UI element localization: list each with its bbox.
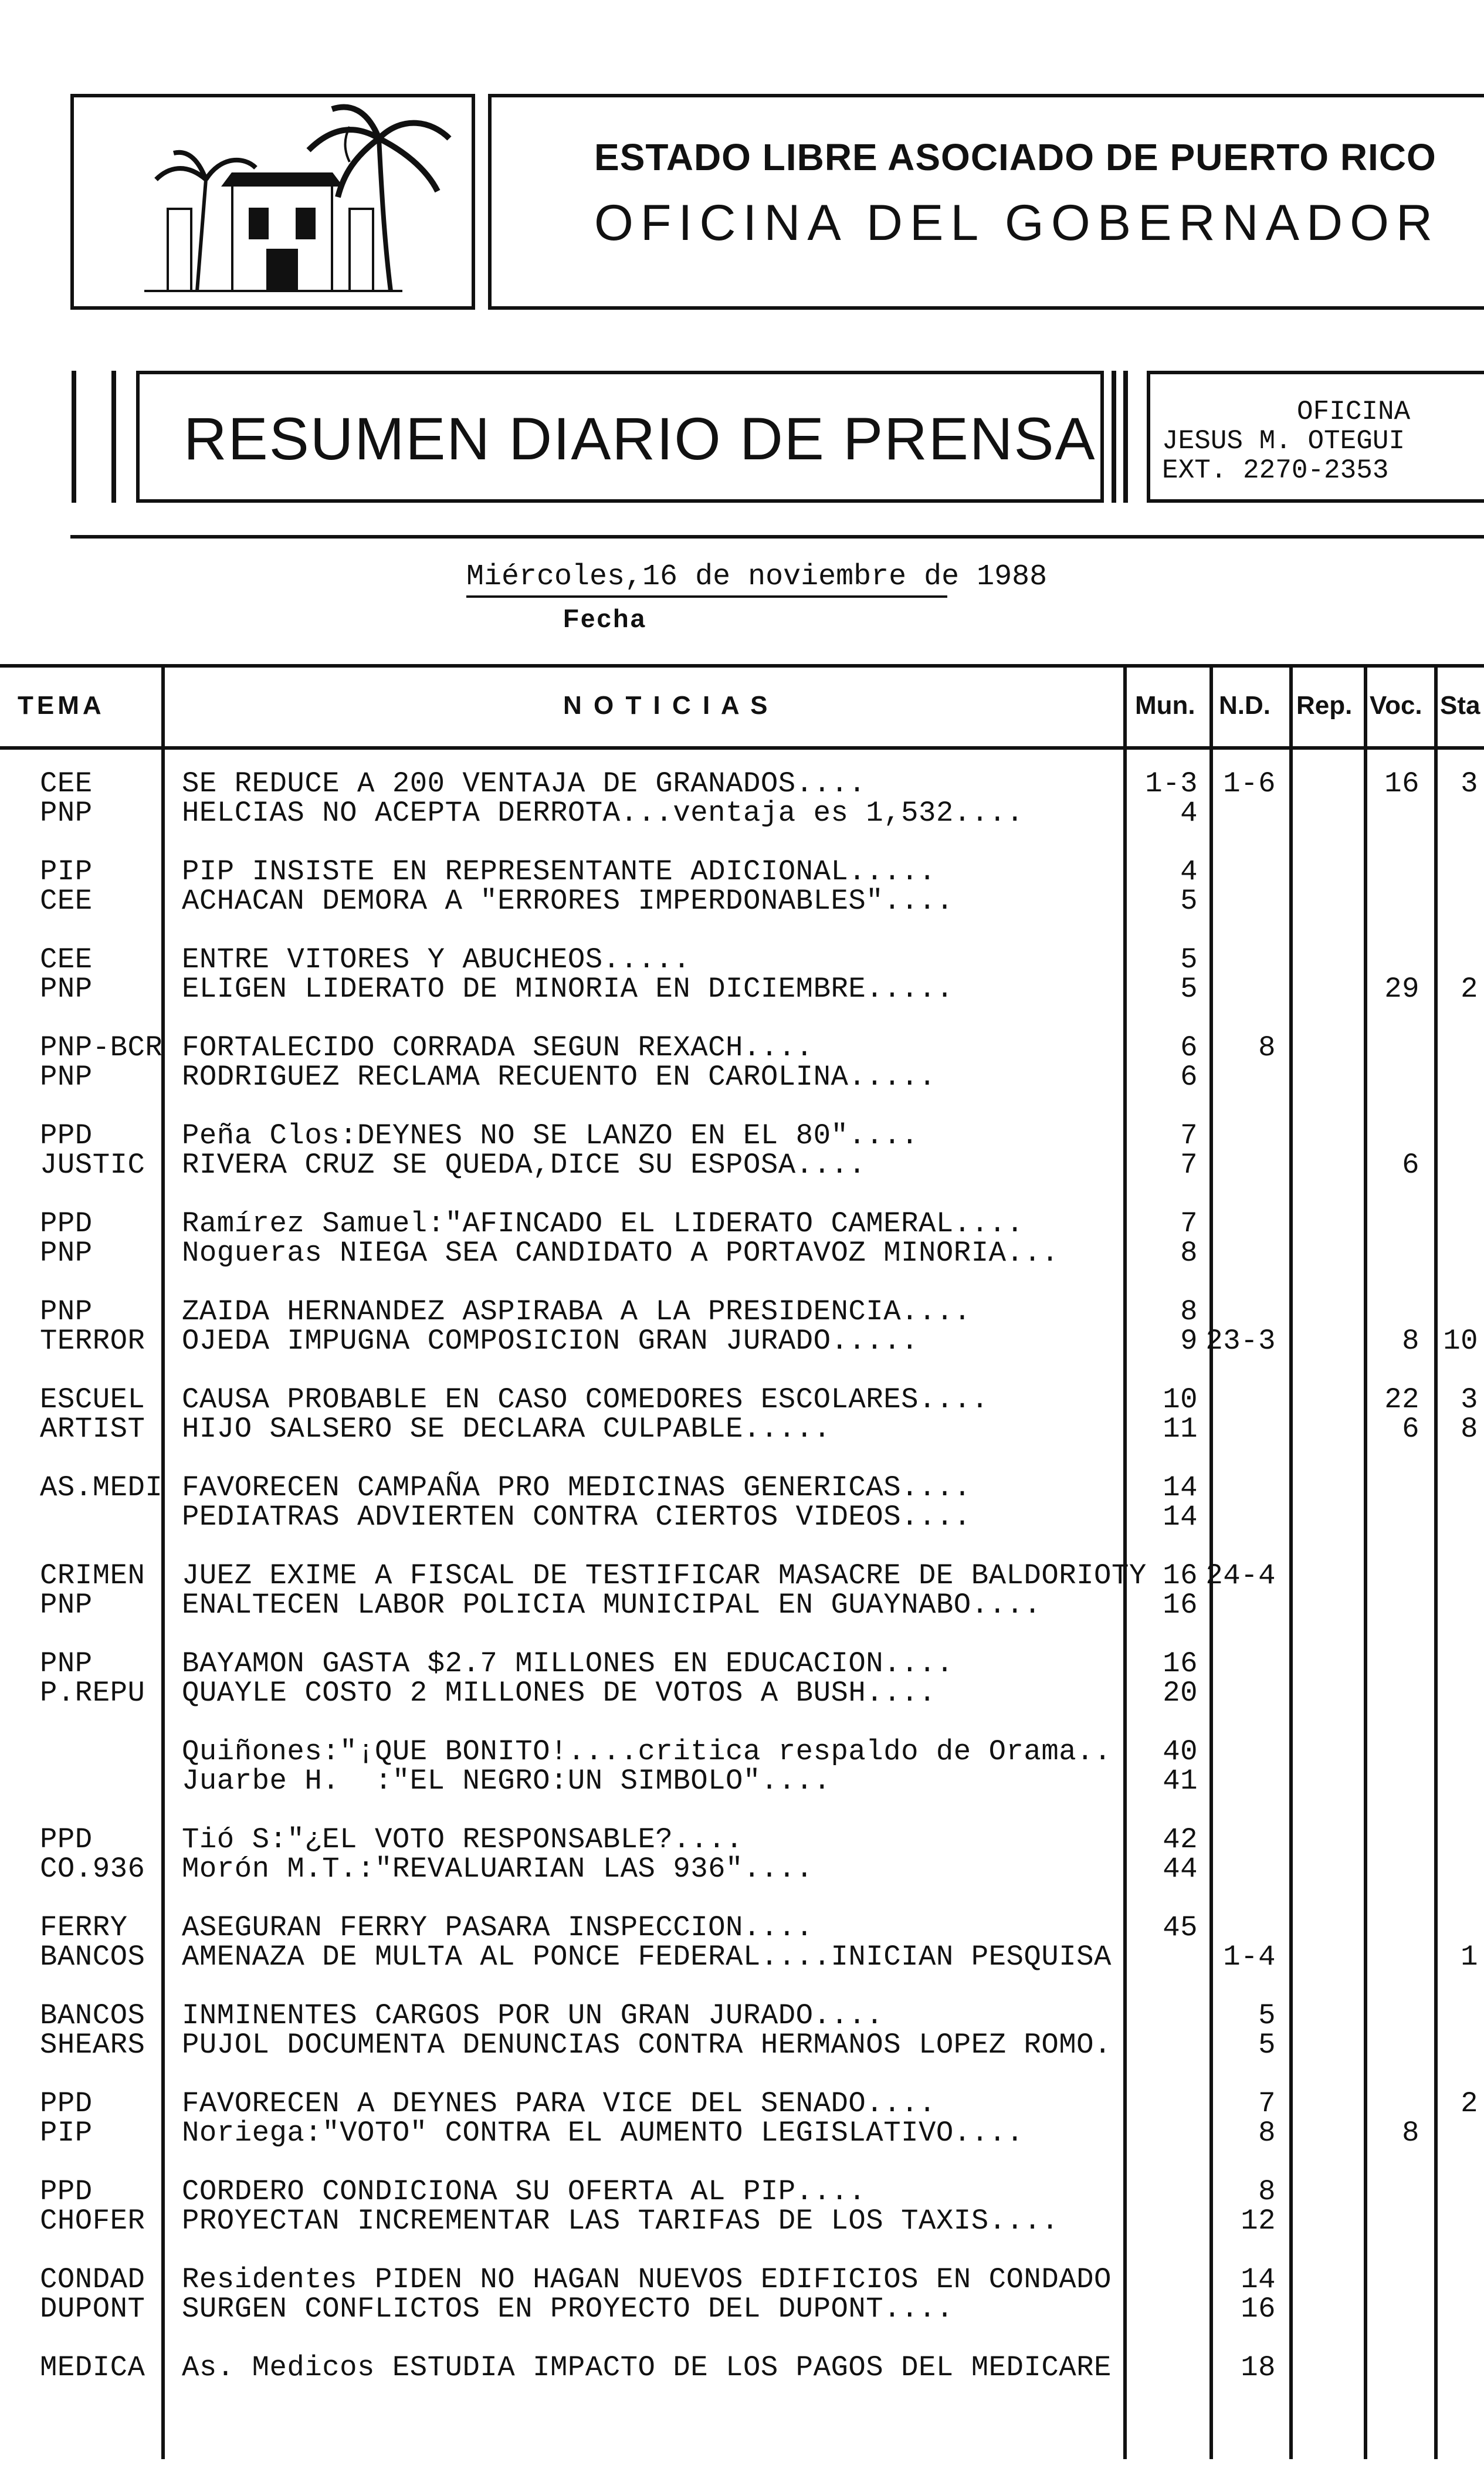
- cell-mun: 7: [1180, 1119, 1198, 1152]
- cell-sta: 3: [1461, 767, 1478, 800]
- cell-mun: 11: [1163, 1413, 1198, 1445]
- cell-tema: ARTIST: [40, 1413, 145, 1445]
- cell-noticia: Nogueras NIEGA SEA CANDIDATO A PORTAVOZ MINORIA...: [182, 1237, 1059, 1269]
- title-rule-left-1: [72, 371, 76, 503]
- cell-sta: 3: [1461, 1383, 1478, 1416]
- cell-sta: 8: [1461, 1413, 1478, 1445]
- cell-tema: PPD: [40, 2175, 93, 2208]
- cell-mun: 16: [1163, 1559, 1198, 1592]
- cell-noticia: PROYECTAN INCREMENTAR LAS TARIFAS DE LOS TAXIS....: [182, 2205, 1059, 2237]
- cell-noticia: AMENAZA DE MULTA AL PONCE FEDERAL....INICIAN PESQUISA: [182, 1941, 1112, 1973]
- cell-voc: 29: [1384, 973, 1419, 1005]
- logo-box: [70, 94, 475, 310]
- title-rule-right-1: [1112, 371, 1116, 503]
- cell-mun: 16: [1163, 1647, 1198, 1680]
- cell-mun: 44: [1163, 1853, 1198, 1885]
- cell-noticia: HIJO SALSERO SE DECLARA CULPABLE.....: [182, 1413, 831, 1445]
- cell-noticia: Noriega:"VOTO" CONTRA EL AUMENTO LEGISLATIVO....: [182, 2117, 1024, 2149]
- cell-tema: PNP: [40, 973, 93, 1005]
- cell-noticia: FAVORECEN A DEYNES PARA VICE DEL SENADO....: [182, 2087, 936, 2120]
- header-line-2: OFICINA DEL GOBERNADOR: [594, 195, 1440, 251]
- cell-voc: 8: [1402, 2117, 1419, 2149]
- header-line-1: ESTADO LIBRE ASOCIADO DE PUERTO RICO: [594, 136, 1436, 178]
- cell-noticia: PEDIATRAS ADVIERTEN CONTRA CIERTOS VIDEOS....: [182, 1501, 971, 1533]
- cell-noticia: QUAYLE COSTO 2 MILLONES DE VOTOS A BUSH....: [182, 1677, 936, 1709]
- cell-noticia: BAYAMON GASTA $2.7 MILLONES EN EDUCACION....: [182, 1647, 954, 1680]
- cell-noticia: SE REDUCE A 200 VENTAJA DE GRANADOS....: [182, 767, 866, 800]
- office-box: [1147, 371, 1484, 503]
- cell-mun: 7: [1180, 1207, 1198, 1240]
- cell-tema: MEDICA: [40, 2351, 145, 2384]
- cell-tema: PNP: [40, 1647, 93, 1680]
- cell-tema: P.REPU: [40, 1677, 145, 1709]
- cell-tema: CONDAD: [40, 2263, 145, 2296]
- cell-mun: 14: [1163, 1471, 1198, 1504]
- cell-tema: AS.MEDI: [40, 1471, 163, 1504]
- office-ext: EXT. 2270-2353: [1162, 455, 1389, 486]
- cell-noticia: FORTALECIDO CORRADA SEGUN REXACH....: [182, 1031, 814, 1064]
- cell-nd: 1-4: [1223, 1941, 1276, 1973]
- header-mun: Mun.: [1135, 691, 1195, 720]
- cell-tema: CEE: [40, 943, 93, 976]
- cell-nd: 16: [1241, 2293, 1276, 2325]
- cell-tema: SHEARS: [40, 2029, 145, 2061]
- title-rule-right-2: [1123, 371, 1128, 503]
- cell-mun: 5: [1180, 943, 1198, 976]
- cell-voc: 22: [1384, 1383, 1419, 1416]
- cell-tema: PPD: [40, 2087, 93, 2120]
- cell-nd: 23-3: [1205, 1325, 1276, 1357]
- cell-tema: PPD: [40, 1119, 93, 1152]
- header-rep: Rep.: [1296, 691, 1353, 720]
- title-rule-left-2: [111, 371, 116, 503]
- cell-mun: 10: [1163, 1383, 1198, 1416]
- cell-tema: TERROR: [40, 1325, 145, 1357]
- cell-tema: JUSTIC: [40, 1149, 145, 1181]
- cell-voc: 6: [1402, 1413, 1419, 1445]
- office-name: JESUS M. OTEGUI: [1162, 426, 1405, 456]
- cell-mun: 4: [1180, 797, 1198, 829]
- cell-sta: 1: [1461, 1941, 1478, 1973]
- cell-nd: 8: [1258, 1031, 1276, 1064]
- cell-noticia: ZAIDA HERNANDEZ ASPIRABA A LA PRESIDENCIA....: [182, 1295, 971, 1328]
- cell-mun: 40: [1163, 1735, 1198, 1768]
- header-nd: N.D.: [1219, 691, 1270, 720]
- cell-noticia: As. Medicos ESTUDIA IMPACTO DE LOS PAGOS DEL MEDICARE: [182, 2351, 1112, 2384]
- table-header-rule: [0, 746, 1484, 750]
- cell-mun: 9: [1180, 1325, 1198, 1357]
- header-noticias: N O T I C I A S: [563, 691, 770, 720]
- cell-mun: 5: [1180, 973, 1198, 1005]
- cell-sta: 2: [1461, 2087, 1478, 2120]
- cell-tema: CEE: [40, 885, 93, 917]
- header-tema: TEMA: [18, 691, 105, 720]
- col-divider-rep-left: [1289, 664, 1293, 2459]
- cell-noticia: Morón M.T.:"REVALUARIAN LAS 936"....: [182, 1853, 814, 1885]
- cell-noticia: CORDERO CONDICIONA SU OFERTA AL PIP....: [182, 2175, 866, 2208]
- cell-nd: 18: [1241, 2351, 1276, 2384]
- office-label: OFICINA: [1297, 397, 1411, 427]
- cell-mun: 4: [1180, 855, 1198, 888]
- title-box: [136, 371, 1104, 503]
- cell-noticia: ELIGEN LIDERATO DE MINORIA EN DICIEMBRE.....: [182, 973, 954, 1005]
- cell-mun: 42: [1163, 1823, 1198, 1856]
- cell-noticia: CAUSA PROBABLE EN CASO COMEDORES ESCOLARES....: [182, 1383, 989, 1416]
- col-divider-sta-left: [1434, 664, 1438, 2459]
- cell-tema: PPD: [40, 1823, 93, 1856]
- cell-nd: 1-6: [1223, 767, 1276, 800]
- cell-noticia: INMINENTES CARGOS POR UN GRAN JURADO....: [182, 1999, 884, 2032]
- table-top-rule: [0, 664, 1484, 668]
- cell-tema: PNP: [40, 1589, 93, 1621]
- cell-noticia: JUEZ EXIME A FISCAL DE TESTIFICAR MASACRE DE BALDORIOTY: [182, 1559, 1147, 1592]
- cell-tema: PNP: [40, 797, 93, 829]
- cell-noticia: ENTRE VITORES Y ABUCHEOS.....: [182, 943, 691, 976]
- col-divider-voc-left: [1364, 664, 1367, 2459]
- cell-tema: CHOFER: [40, 2205, 145, 2237]
- cell-tema: PNP-BCR: [40, 1031, 163, 1064]
- cell-noticia: RODRIGUEZ RECLAMA RECUENTO EN CAROLINA.....: [182, 1061, 936, 1093]
- cell-sta: 10: [1443, 1325, 1478, 1357]
- cell-tema: PNP: [40, 1295, 93, 1328]
- cell-tema: PPD: [40, 1207, 93, 1240]
- cell-nd: 7: [1258, 2087, 1276, 2120]
- cell-noticia: ACHACAN DEMORA A "ERRORES IMPERDONABLES"....: [182, 885, 954, 917]
- cell-noticia: Residentes PIDEN NO HAGAN NUEVOS EDIFICIOS EN CONDADO: [182, 2263, 1112, 2296]
- cell-mun: 45: [1163, 1911, 1198, 1944]
- cell-noticia: HELCIAS NO ACEPTA DERROTA...ventaja es 1,532....: [182, 797, 1024, 829]
- cell-nd: 8: [1258, 2117, 1276, 2149]
- cell-nd: 12: [1241, 2205, 1276, 2237]
- cell-tema: DUPONT: [40, 2293, 145, 2325]
- cell-noticia: Peña Clos:DEYNES NO SE LANZO EN EL 80"....: [182, 1119, 919, 1152]
- header-separator: [70, 535, 1484, 539]
- cell-tema: BANCOS: [40, 1999, 145, 2032]
- cell-mun: 20: [1163, 1677, 1198, 1709]
- cell-noticia: Juarbe H. :"EL NEGRO:UN SIMBOLO"....: [182, 1765, 831, 1797]
- cell-tema: BANCOS: [40, 1941, 145, 1973]
- cell-nd: 5: [1258, 2029, 1276, 2061]
- cell-mun: 1-3: [1145, 767, 1198, 800]
- cell-noticia: PIP INSISTE EN REPRESENTANTE ADICIONAL.....: [182, 855, 936, 888]
- cell-voc: 8: [1402, 1325, 1419, 1357]
- cell-sta: 2: [1461, 973, 1478, 1005]
- date-value: Miércoles,16 de noviembre de 1988: [466, 560, 1048, 594]
- header-voc: Voc.: [1370, 691, 1422, 720]
- cell-noticia: Quiñones:"¡QUE BONITO!....critica respaldo de Orama..: [182, 1735, 1112, 1768]
- cell-mun: 6: [1180, 1061, 1198, 1093]
- cell-noticia: ENALTECEN LABOR POLICIA MUNICIPAL EN GUAYNABO....: [182, 1589, 1042, 1621]
- cell-noticia: SURGEN CONFLICTOS EN PROYECTO DEL DUPONT....: [182, 2293, 954, 2325]
- cell-mun: 14: [1163, 1501, 1198, 1533]
- cell-voc: 16: [1384, 767, 1419, 800]
- cell-tema: CEE: [40, 767, 93, 800]
- cell-mun: 8: [1180, 1295, 1198, 1328]
- cell-noticia: FAVORECEN CAMPAÑA PRO MEDICINAS GENERICAS....: [182, 1471, 971, 1504]
- header-sta: Sta: [1440, 691, 1480, 720]
- cell-nd: 5: [1258, 1999, 1276, 2032]
- page-title: RESUMEN DIARIO DE PRENSA: [184, 405, 1096, 472]
- cell-mun: 6: [1180, 1031, 1198, 1064]
- date-underline: [466, 595, 947, 598]
- cell-tema: ESCUEL: [40, 1383, 145, 1416]
- cell-mun: 8: [1180, 1237, 1198, 1269]
- cell-nd: 14: [1241, 2263, 1276, 2296]
- col-divider-tema: [161, 664, 165, 2459]
- cell-nd: 8: [1258, 2175, 1276, 2208]
- cell-tema: FERRY: [40, 1911, 128, 1944]
- cell-mun: 16: [1163, 1589, 1198, 1621]
- cell-tema: CRIMEN: [40, 1559, 145, 1592]
- cell-noticia: RIVERA CRUZ SE QUEDA,DICE SU ESPOSA....: [182, 1149, 866, 1181]
- cell-mun: 41: [1163, 1765, 1198, 1797]
- cell-mun: 7: [1180, 1149, 1198, 1181]
- date-label: Fecha: [563, 604, 647, 633]
- cell-noticia: ASEGURAN FERRY PASARA INSPECCION....: [182, 1911, 814, 1944]
- cell-tema: PIP: [40, 2117, 93, 2149]
- cell-voc: 6: [1402, 1149, 1419, 1181]
- cell-mun: 5: [1180, 885, 1198, 917]
- cell-noticia: Tió S:"¿EL VOTO RESPONSABLE?....: [182, 1823, 743, 1856]
- cell-tema: PNP: [40, 1061, 93, 1093]
- cell-noticia: Ramírez Samuel:"AFINCADO EL LIDERATO CAMERAL....: [182, 1207, 1024, 1240]
- header-title-box: [488, 94, 1484, 310]
- cell-noticia: PUJOL DOCUMENTA DENUNCIAS CONTRA HERMANOS LOPEZ ROMO.: [182, 2029, 1112, 2061]
- building-palm-trees-icon: [74, 97, 472, 306]
- cell-tema: CO.936: [40, 1853, 145, 1885]
- cell-nd: 24-4: [1205, 1559, 1276, 1592]
- cell-noticia: OJEDA IMPUGNA COMPOSICION GRAN JURADO.....: [182, 1325, 919, 1357]
- cell-tema: PIP: [40, 855, 93, 888]
- cell-tema: PNP: [40, 1237, 93, 1269]
